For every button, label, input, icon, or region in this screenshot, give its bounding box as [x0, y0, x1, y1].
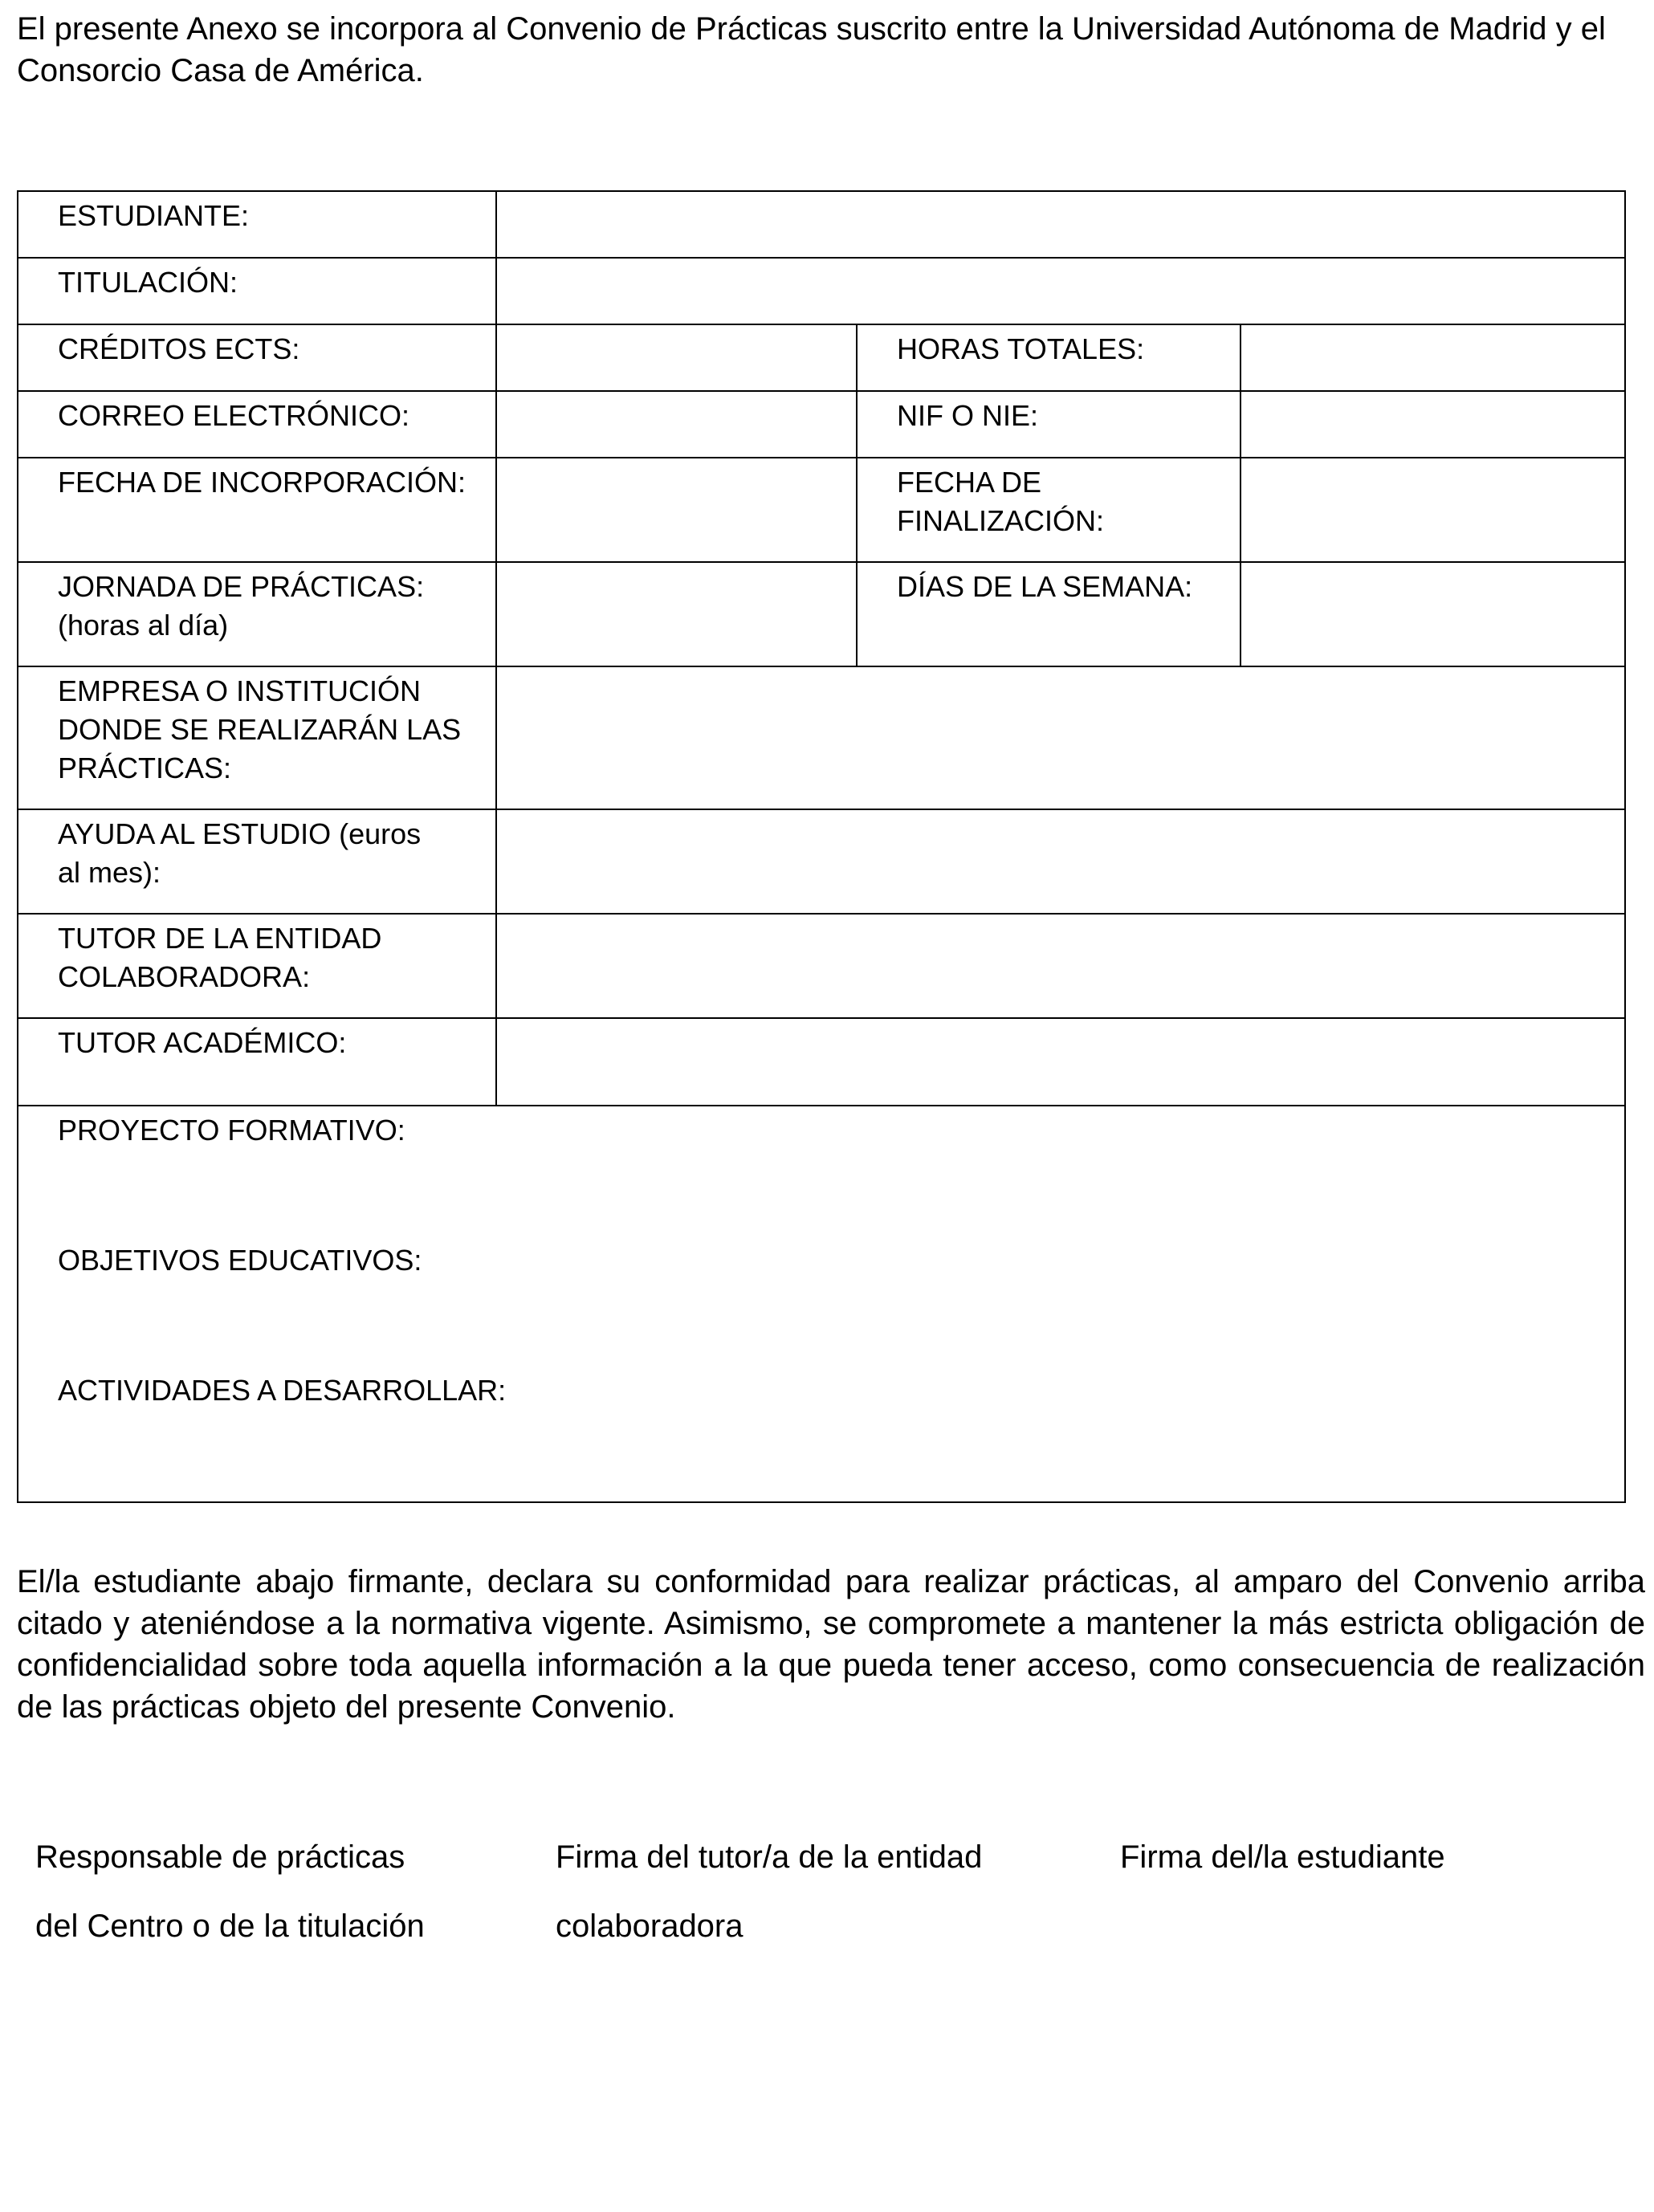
field-horas-totales[interactable] [1240, 324, 1625, 391]
signature-estudiante [1120, 1823, 1445, 1892]
signature-tutor-entidad [556, 1823, 982, 1961]
field-dias-semana[interactable] [1240, 562, 1625, 666]
label-titulacion: TITULACIÓN: [18, 258, 496, 324]
proyecto-formativo-cell[interactable] [18, 1106, 1625, 1502]
signature-responsable-line2: del Centro o de la titulación [35, 1909, 425, 1944]
label-correo-electronico: CORREO ELECTRÓNICO: [18, 391, 496, 458]
label-tutor-entidad: TUTOR DE LA ENTIDAD COLABORADORA: [18, 914, 496, 1018]
label-fecha-finalizacion: FECHA DE FINALIZACIÓN: [857, 458, 1240, 562]
field-empresa[interactable] [496, 666, 1625, 809]
signature-tutor-line2: colaboradora [556, 1909, 743, 1944]
field-tutor-academico[interactable] [496, 1018, 1625, 1106]
signature-responsable [35, 1823, 425, 1961]
signature-estudiante-label: Firma del/la estudiante [1120, 1839, 1445, 1875]
field-correo-electronico[interactable] [496, 391, 857, 458]
label-fecha-incorporacion: FECHA DE INCORPORACIÓN: [18, 458, 496, 562]
label-objetivos-educativos: OBJETIVOS EDUCATIVOS: [58, 1244, 422, 1277]
label-actividades: ACTIVIDADES A DESARROLLAR: [58, 1374, 507, 1407]
signature-responsable-line1: Responsable de prácticas [35, 1839, 405, 1875]
signature-tutor-line1: Firma del tutor/a de la entidad [556, 1839, 983, 1875]
label-empresa: EMPRESA O INSTITUCIÓN DONDE SE REALIZARÁN LAS PRÁCTICAS: [18, 666, 496, 809]
label-ayuda-estudio: AYUDA AL ESTUDIO (euros al mes): [18, 809, 496, 914]
declaration-paragraph: El/la estudiante abajo firmante, declara su conformidad para realizar prácticas, al amparo del Convenio arriba citado y ateniéndose a la normativa vigente. Asimismo, se compromete a mantener la más estricta obligación de confidencialidad sobre toda aquella información a la que pueda tener acceso, como consecuencia de realización de las prácticas objeto del presente Convenio. [17, 1564, 1645, 1725]
label-horas-totales: HORAS TOTALES: [857, 324, 1240, 391]
label-jornada [18, 562, 496, 666]
label-proyecto-formativo: PROYECTO FORMATIVO: [58, 1114, 405, 1147]
label-nif-nie: NIF O NIE: [857, 391, 1240, 458]
field-ayuda-estudio[interactable] [496, 809, 1625, 914]
internship-form-table [17, 190, 1626, 1503]
field-nif-nie[interactable] [1240, 391, 1625, 458]
label-tutor-academico: TUTOR ACADÉMICO: [18, 1018, 496, 1106]
field-fecha-incorporacion[interactable] [496, 458, 857, 562]
label-jornada-note: (horas al día) [58, 609, 229, 642]
field-jornada[interactable] [496, 562, 857, 666]
signature-block [0, 1823, 1654, 1983]
field-titulacion[interactable] [496, 258, 1625, 324]
label-creditos-ects: CRÉDITOS ECTS: [18, 324, 496, 391]
field-estudiante[interactable] [496, 191, 1625, 258]
field-creditos-ects[interactable] [496, 324, 857, 391]
field-fecha-finalizacion[interactable] [1240, 458, 1625, 562]
label-dias-semana: DÍAS DE LA SEMANA: [857, 562, 1240, 666]
label-jornada-text: JORNADA DE PRÁCTICAS: [58, 570, 425, 603]
intro-paragraph: El presente Anexo se incorpora al Convenio de Prácticas suscrito entre la Universidad Autónoma de Madrid y el Consorcio Casa de América. [17, 11, 1606, 88]
label-estudiante: ESTUDIANTE: [18, 191, 496, 258]
field-tutor-entidad[interactable] [496, 914, 1625, 1018]
